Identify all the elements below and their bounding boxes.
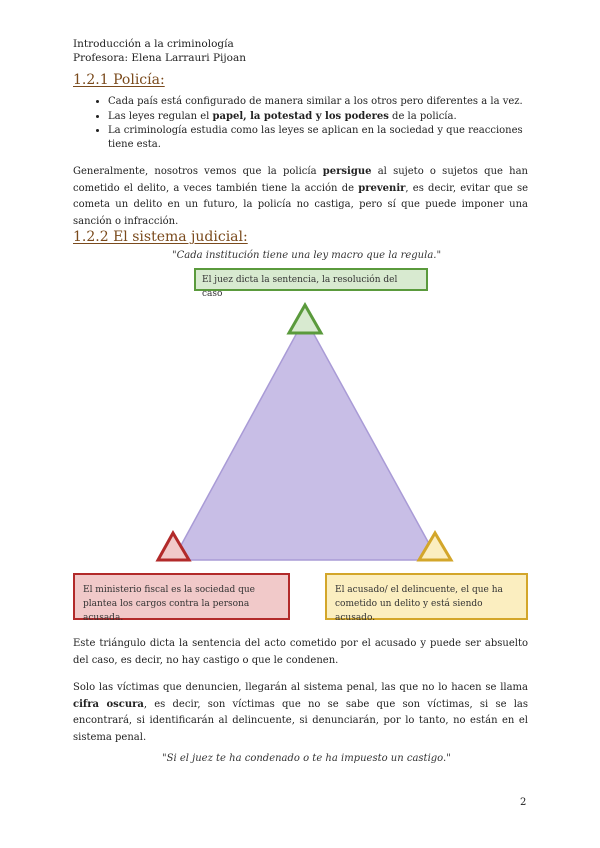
section-title-sistema-judicial: 1.2.2 El sistema judicial: — [73, 229, 248, 245]
triangle-paragraph: Este triángulo dicta la sentencia del acto cometido por el acusado y puede ser absuelto del caso, es decir, no hay castigo o que le condenen. — [73, 638, 528, 666]
course-title: Introducción a la criminología — [73, 38, 234, 50]
prosecutor-box: El ministerio fiscal es la sociedad que plantea los cargos contra la persona acusada. — [73, 573, 290, 620]
bullet-item: • Las leyes regulan el papel, la potestad y los poderes de la policía. — [108, 110, 548, 124]
bullet-item: • Cada país está configurado de manera similar a los otros pero diferentes a la vez. — [108, 95, 548, 109]
judge-vertex-marker — [289, 305, 321, 333]
bullet-item: • La criminología estudia como las leyes se aplican en la sociedad y que reacciones tiene esta. — [108, 124, 548, 151]
accused-box: El acusado/ el delincuente, el que ha cometido un delito y está siendo acusado. — [325, 573, 528, 620]
professor-name: Profesora: Elena Larrauri Pijoan — [73, 52, 246, 64]
section-title-policia: 1.2.1 Policía: — [73, 72, 165, 88]
policia-paragraph: Generalmente, nosotros vemos que la policía persigue al sujeto o sujetos que han cometido el delito, a veces también tiene la acción de prevenir, es decir, evitar que se cometa un delito en un futuro, la policía no castiga, pero sí que puede imponer una sanción o infracción. — [73, 166, 528, 227]
judge-box: El juez dicta la sentencia, la resolución del caso — [194, 268, 428, 291]
institution-quote: "Cada institución tiene una ley macro que la regula." — [172, 250, 442, 261]
sentence-quote: "Si el juez te ha condenado o te ha impuesto un castigo." — [162, 753, 451, 764]
judicial-triangle — [173, 318, 438, 560]
page-number: 2 — [520, 797, 527, 808]
cifra-oscura-paragraph: Solo las víctimas que denuncien, llegarán al sistema penal, las que no lo hacen se llama cifra oscura, es decir, son víctimas que no se sabe que son víctimas, si se las encontrará, si identificarán al delincuente, si denunciarán, por lo tanto, no están en el sistema penal. — [73, 682, 529, 743]
